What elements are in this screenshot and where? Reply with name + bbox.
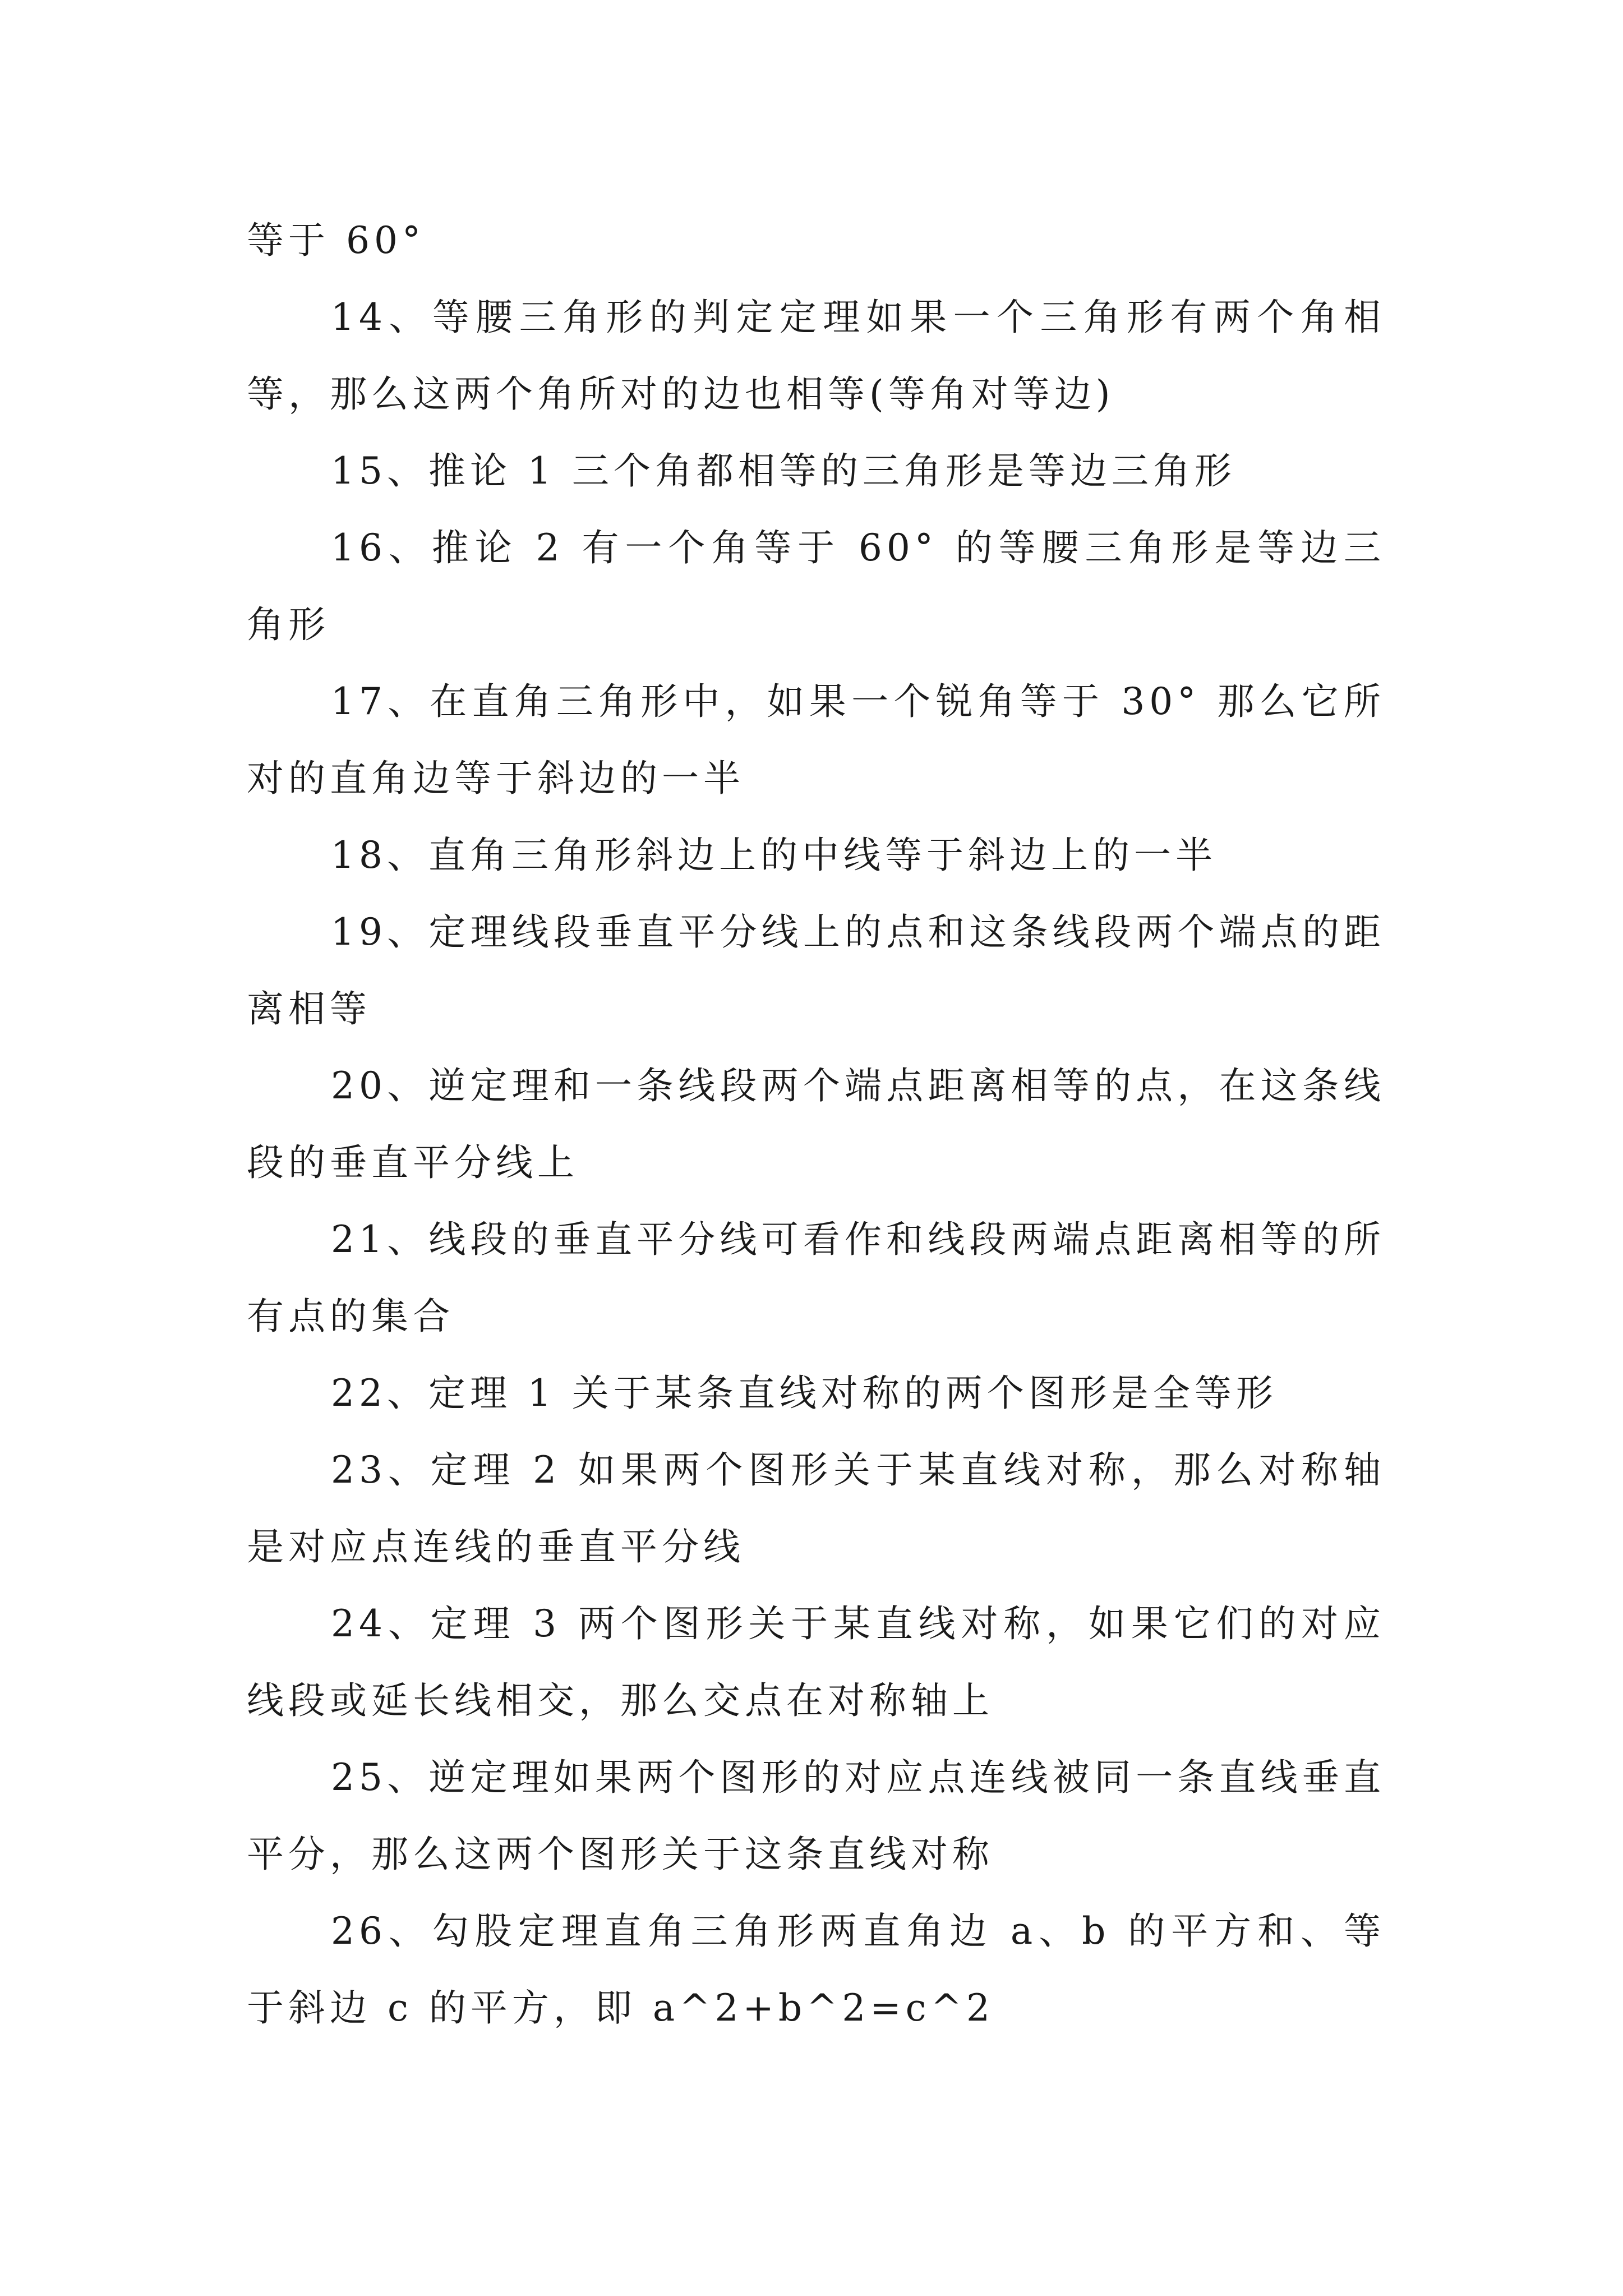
theorem-22: 22、定理 1 关于某条直线对称的两个图形是全等形 — [331, 1372, 1278, 1415]
theorem-18: 18、直角三角形斜边上的中线等于斜边上的一半 — [331, 834, 1217, 877]
theorem-26: 26、勾股定理直角三角形两直角边 a、b 的平方和、等于斜边 c 的平方，即 a^2+b^2=c^2 — [247, 1910, 1385, 2030]
theorem-20: 20、逆定理和一条线段两个端点距离相等的点，在这条线段的垂直平分线上 — [247, 1064, 1385, 1184]
paragraph-continuation: 等于 60° — [247, 219, 425, 262]
theorem-14: 14、等腰三角形的判定定理如果一个三角形有两个角相等，那么这两个角所对的边也相等(等角对等边) — [247, 296, 1385, 416]
document-page — [247, 202, 1385, 2046]
theorem-25: 25、逆定理如果两个图形的对应点连线被同一条直线垂直平分，那么这两个图形关于这条直线对称 — [247, 1756, 1385, 1876]
theorem-23: 23、定理 2 如果两个图形关于某直线对称，那么对称轴是对应点连线的垂直平分线 — [247, 1448, 1385, 1568]
theorem-21: 21、线段的垂直平分线可看作和线段两端点距离相等的所有点的集合 — [247, 1218, 1385, 1338]
theorem-19: 19、定理线段垂直平分线上的点和这条线段两个端点的距离相等 — [247, 910, 1385, 1030]
theorem-16: 16、推论 2 有一个角等于 60° 的等腰三角形是等边三角形 — [247, 526, 1385, 646]
theorem-17: 17、在直角三角形中，如果一个锐角等于 30° 那么它所对的直角边等于斜边的一半 — [247, 680, 1385, 800]
theorem-15: 15、推论 1 三个角都相等的三角形是等边三角形 — [331, 449, 1236, 493]
theorem-24: 24、定理 3 两个图形关于某直线对称，如果它们的对应线段或延长线相交，那么交点在对称轴上 — [247, 1602, 1385, 1722]
